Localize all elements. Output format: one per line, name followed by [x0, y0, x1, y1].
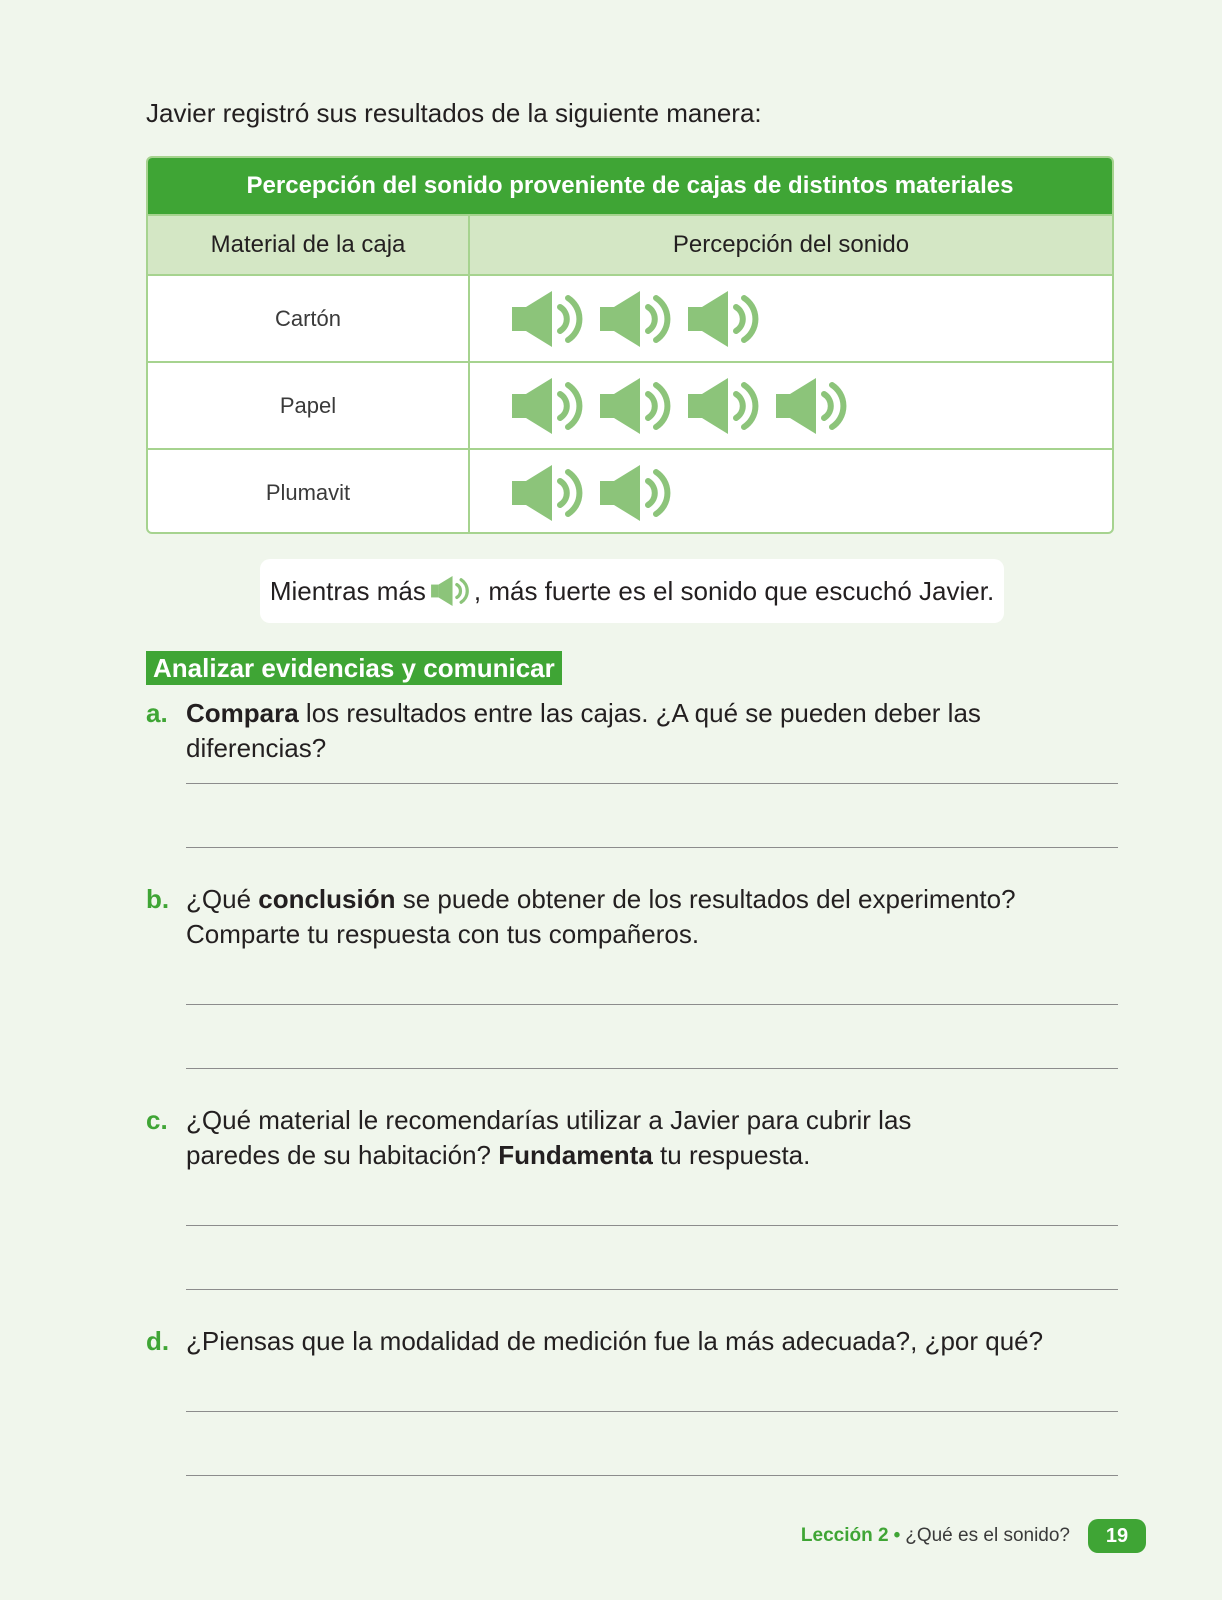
lesson-topic: ¿Qué es el sonido? — [905, 1525, 1070, 1546]
speaker-volume-icon — [510, 462, 592, 524]
question-a — [146, 696, 1116, 766]
section-title: Analizar evidencias y comunicar — [146, 651, 562, 685]
row-material: Plumavit — [148, 450, 470, 534]
answer-line[interactable] — [186, 1225, 1118, 1226]
question-text: ¿Qué — [186, 884, 259, 914]
question-c — [146, 1103, 1116, 1173]
answer-line[interactable] — [186, 847, 1118, 848]
legend-note — [260, 559, 1004, 623]
question-keyword: conclusión — [258, 884, 396, 914]
question-letter: a. — [146, 698, 168, 728]
table-row — [148, 361, 1112, 448]
table-row — [148, 274, 1112, 361]
legend-after: , más fuerte es el sonido que escuchó Javier. — [473, 575, 995, 606]
question-text: ¿Piensas que la modalidad de medición fue la más adecuada?, ¿por qué? — [186, 1326, 1044, 1356]
question-letter: b. — [146, 884, 170, 914]
question-b — [146, 882, 1116, 952]
speaker-volume-icon — [598, 288, 680, 350]
row-speakers — [470, 450, 1112, 534]
legend-before: Mientras más — [269, 575, 426, 606]
answer-line[interactable] — [186, 1411, 1118, 1412]
row-speakers — [470, 363, 1112, 448]
page-number: 19 — [1088, 1519, 1146, 1553]
answer-line[interactable] — [186, 1475, 1118, 1476]
speaker-volume-icon — [774, 375, 856, 437]
table-header-row — [148, 214, 1112, 274]
speaker-volume-icon — [598, 462, 680, 524]
lesson-label: Lección 2 — [800, 1525, 889, 1546]
answer-line[interactable] — [186, 1068, 1118, 1069]
results-table — [146, 156, 1114, 534]
row-speakers — [470, 276, 1112, 361]
speaker-volume-icon — [430, 574, 474, 608]
speaker-volume-icon — [510, 288, 592, 350]
speaker-volume-icon — [598, 375, 680, 437]
question-letter: c. — [146, 1105, 168, 1135]
intro-text: Javier registró sus resultados de la siguiente manera: — [146, 98, 762, 128]
table-title: Percepción del sonido proveniente de cajas de distintos materiales — [148, 158, 1112, 214]
header-material: Material de la caja — [148, 216, 470, 274]
question-text: los resultados entre las cajas. ¿A qué se pueden deber las diferencias? — [186, 698, 981, 763]
question-text: se puede obtener de los resultados del experimento? Comparte tu respuesta con tus compañeros. — [186, 884, 1016, 949]
question-letter: d. — [146, 1326, 170, 1356]
row-material: Cartón — [148, 276, 470, 361]
answer-line[interactable] — [186, 1289, 1118, 1290]
question-keyword: Compara — [186, 698, 299, 728]
table-row — [148, 448, 1112, 534]
question-keyword: Fundamenta — [498, 1140, 653, 1170]
page-footer — [801, 1519, 1146, 1553]
question-text: ¿Qué material le recomendarías utilizar a Javier para cubrir las paredes de su habitación? — [186, 1105, 912, 1170]
answer-line[interactable] — [186, 1004, 1118, 1005]
footer-separator: • — [893, 1525, 901, 1546]
header-perception: Percepción del sonido — [672, 231, 910, 258]
answer-line[interactable] — [186, 783, 1118, 784]
question-d — [146, 1324, 1116, 1359]
speaker-volume-icon — [510, 375, 592, 437]
speaker-volume-icon — [686, 288, 768, 350]
row-material: Papel — [148, 363, 470, 448]
question-text: tu respuesta. — [652, 1140, 811, 1170]
speaker-volume-icon — [686, 375, 768, 437]
